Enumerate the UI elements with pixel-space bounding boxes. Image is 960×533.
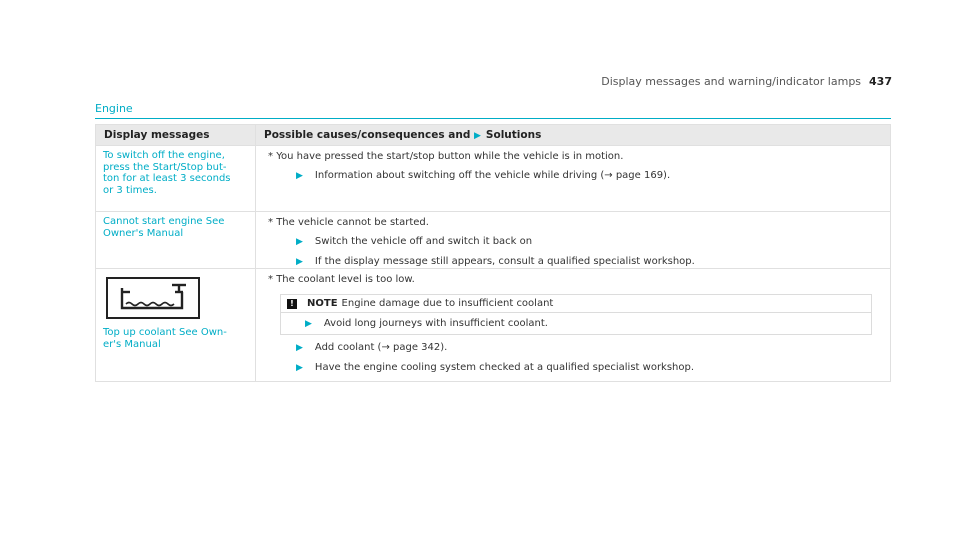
col2-prefix: Possible causes/consequences and [264,129,471,141]
page-header [601,75,892,88]
solution-step [296,255,880,269]
step-text: Switch the vehicle off and switch it back on [314,236,533,247]
solution-step [296,341,880,355]
display-message [96,212,256,268]
play-arrow-icon: ▶ [296,237,303,247]
table-row [96,212,890,269]
play-arrow-icon: ▶ [296,257,303,267]
message-line: Cannot start engine See [103,216,225,227]
col2-suffix: Solutions [485,129,542,141]
solution-step [296,235,880,249]
messages-table [95,124,891,382]
cause-text: The vehicle cannot be started. [276,217,429,228]
col-causes-solutions [256,125,890,145]
note-title: Engine damage due to insufficient coolant [341,298,554,309]
note-body [281,313,871,334]
coolant-level-icon [106,277,200,319]
step-text: If the display message still appears, consult a qualified specialist workshop. [314,256,695,267]
note-label: NOTE [307,298,338,309]
message-line: or 3 times. [103,184,157,196]
note-header [281,295,871,313]
cause: * You have pressed the start/stop button while the vehicle is in motion. [268,151,624,162]
header-title: Display messages and warning/indicator lamps [601,75,862,88]
play-arrow-icon: ▶ [296,171,303,181]
solution-step [296,361,880,375]
play-arrow-icon: ▶ [305,319,312,329]
table-row [96,146,890,212]
note-box [280,294,872,335]
table-header [96,125,890,146]
cause: * The vehicle cannot be started. [268,217,429,228]
message-line: To switch off the engine, [103,150,225,161]
message-line: ton for at least 3 seconds [103,173,231,184]
note-step: Avoid long journeys with insufficient coolant. [323,318,548,329]
message-line: Owner's Manual [103,227,184,239]
solution-step [296,169,880,183]
display-message [96,269,256,381]
play-arrow-icon: ▶ [296,343,303,353]
message-line: er's Manual [103,338,161,350]
section-title: Engine [95,102,891,119]
cause-text: The coolant level is too low. [276,274,415,285]
step-text: Have the engine cooling system checked at a qualified specialist workshop. [314,362,695,373]
display-message [96,146,256,211]
warning-icon: ! [287,299,297,309]
message-line: Top up coolant See Own- [103,327,227,338]
page-number: 437 [869,75,892,88]
cause-text: You have pressed the start/stop button while the vehicle is in motion. [276,151,624,162]
step-text: Add coolant (→ page 342). [314,342,448,353]
cause-solution [256,146,890,211]
cause-solution [256,212,890,268]
table-row [96,269,890,381]
step-text: Information about switching off the vehicle while driving (→ page 169). [314,170,671,181]
play-arrow-icon: ▶ [474,131,481,141]
play-arrow-icon: ▶ [296,363,303,373]
cause-solution [256,269,890,381]
col-display-messages: Display messages [96,125,256,145]
cause: * The coolant level is too low. [268,274,415,285]
message-line: press the Start/Stop but- [103,161,227,173]
